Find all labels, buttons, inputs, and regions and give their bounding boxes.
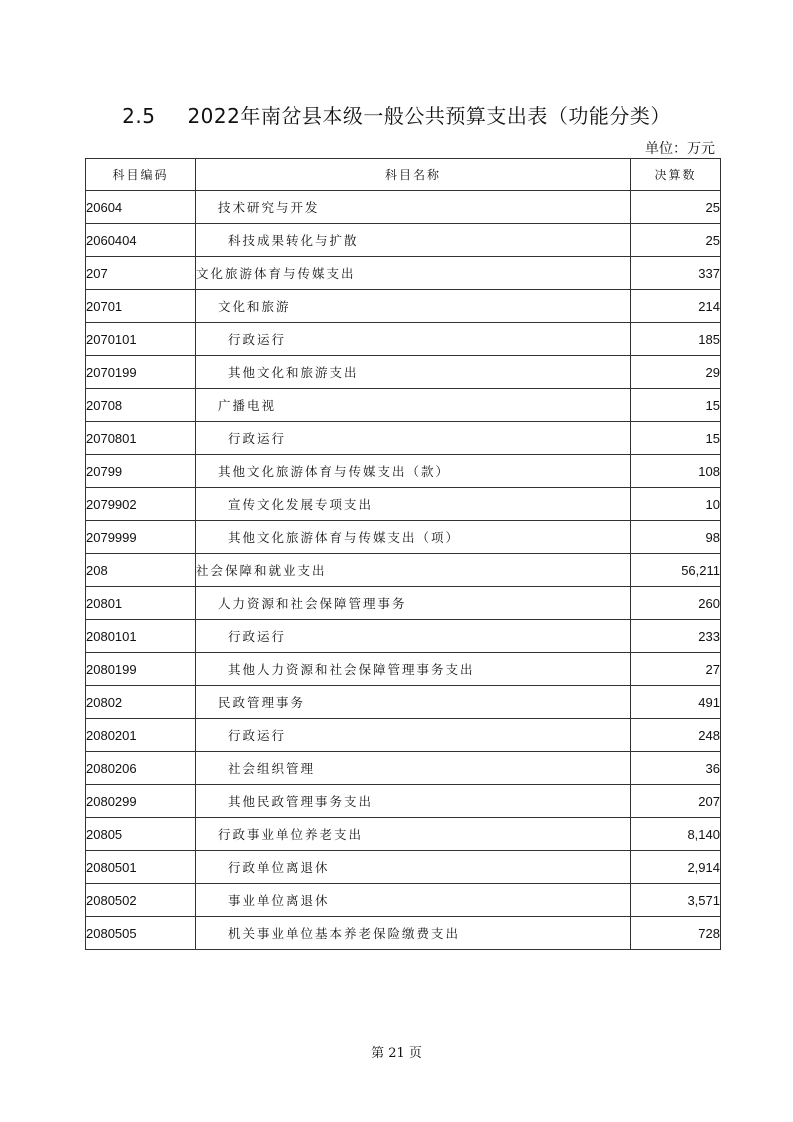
page-footer: 第 21 页 [371, 1046, 422, 1061]
row-amount: 56,211 [631, 554, 721, 587]
header-amount: 决算数 [631, 159, 721, 191]
row-amount: 15 [631, 422, 721, 455]
row-amount: 260 [631, 587, 721, 620]
row-name: 行政事业单位养老支出 [196, 818, 631, 851]
table-row [86, 191, 721, 224]
table-row [86, 356, 721, 389]
table-row [86, 521, 721, 554]
header-name: 科目名称 [196, 159, 631, 191]
row-name: 其他民政管理事务支出 [196, 785, 631, 818]
row-code: 2080505 [86, 917, 196, 950]
row-amount: 36 [631, 752, 721, 785]
table-row [86, 290, 721, 323]
row-code: 20604 [86, 191, 196, 224]
row-code: 2080201 [86, 719, 196, 752]
table-row [86, 422, 721, 455]
row-name: 民政管理事务 [196, 686, 631, 719]
row-amount: 27 [631, 653, 721, 686]
row-name: 行政运行 [196, 323, 631, 356]
row-code: 2060404 [86, 224, 196, 257]
row-code: 20802 [86, 686, 196, 719]
row-amount: 3,571 [631, 884, 721, 917]
table-body [86, 191, 721, 950]
row-code: 20805 [86, 818, 196, 851]
table-row [86, 917, 721, 950]
row-amount: 98 [631, 521, 721, 554]
table-row [86, 785, 721, 818]
row-amount: 2,914 [631, 851, 721, 884]
row-code: 20701 [86, 290, 196, 323]
page-title [0, 100, 793, 129]
table-row [86, 323, 721, 356]
table-row [86, 818, 721, 851]
row-amount: 25 [631, 224, 721, 257]
table-row [86, 851, 721, 884]
row-amount: 491 [631, 686, 721, 719]
row-code: 20801 [86, 587, 196, 620]
table-row [86, 488, 721, 521]
row-code: 2080199 [86, 653, 196, 686]
row-amount: 207 [631, 785, 721, 818]
table-row [86, 455, 721, 488]
row-code: 2079902 [86, 488, 196, 521]
row-amount: 29 [631, 356, 721, 389]
row-name: 人力资源和社会保障管理事务 [196, 587, 631, 620]
row-amount: 8,140 [631, 818, 721, 851]
row-name: 科技成果转化与扩散 [196, 224, 631, 257]
row-name: 行政运行 [196, 422, 631, 455]
row-code: 20799 [86, 455, 196, 488]
row-name: 社会保障和就业支出 [196, 554, 631, 587]
table-row [86, 620, 721, 653]
row-name: 技术研究与开发 [196, 191, 631, 224]
table-row [86, 686, 721, 719]
row-amount: 214 [631, 290, 721, 323]
table-row [86, 719, 721, 752]
row-code: 207 [86, 257, 196, 290]
row-name: 事业单位离退休 [196, 884, 631, 917]
table-row [86, 257, 721, 290]
row-name: 社会组织管理 [196, 752, 631, 785]
table-row [86, 554, 721, 587]
row-amount: 25 [631, 191, 721, 224]
table-row [86, 389, 721, 422]
row-amount: 185 [631, 323, 721, 356]
table-row [86, 587, 721, 620]
unit-label: 单位：万元 [645, 141, 715, 157]
title-text: 2022年南岔县本级一般公共预算支出表（功能分类） [187, 104, 671, 128]
row-name: 行政单位离退休 [196, 851, 631, 884]
header-code: 科目编码 [86, 159, 196, 191]
row-code: 2080299 [86, 785, 196, 818]
row-amount: 233 [631, 620, 721, 653]
table-row [86, 752, 721, 785]
row-name: 文化和旅游 [196, 290, 631, 323]
table-row [86, 653, 721, 686]
budget-table [85, 158, 721, 950]
row-code: 2070101 [86, 323, 196, 356]
row-name: 其他文化旅游体育与传媒支出（款） [196, 455, 631, 488]
row-amount: 15 [631, 389, 721, 422]
row-code: 2070199 [86, 356, 196, 389]
row-name: 行政运行 [196, 620, 631, 653]
row-name: 文化旅游体育与传媒支出 [196, 257, 631, 290]
row-code: 20708 [86, 389, 196, 422]
row-code: 208 [86, 554, 196, 587]
table-header-row [86, 159, 721, 191]
row-name: 行政运行 [196, 719, 631, 752]
row-amount: 108 [631, 455, 721, 488]
row-amount: 248 [631, 719, 721, 752]
row-code: 2080501 [86, 851, 196, 884]
row-amount: 728 [631, 917, 721, 950]
row-name: 广播电视 [196, 389, 631, 422]
section-number: 2.5 [122, 104, 156, 128]
row-amount: 10 [631, 488, 721, 521]
row-amount: 337 [631, 257, 721, 290]
row-name: 其他文化旅游体育与传媒支出（项） [196, 521, 631, 554]
row-name: 其他人力资源和社会保障管理事务支出 [196, 653, 631, 686]
row-name: 机关事业单位基本养老保险缴费支出 [196, 917, 631, 950]
row-code: 2080502 [86, 884, 196, 917]
row-code: 2070801 [86, 422, 196, 455]
table-row [86, 884, 721, 917]
row-name: 其他文化和旅游支出 [196, 356, 631, 389]
table-row [86, 224, 721, 257]
row-code: 2080206 [86, 752, 196, 785]
row-code: 2080101 [86, 620, 196, 653]
row-name: 宣传文化发展专项支出 [196, 488, 631, 521]
row-code: 2079999 [86, 521, 196, 554]
